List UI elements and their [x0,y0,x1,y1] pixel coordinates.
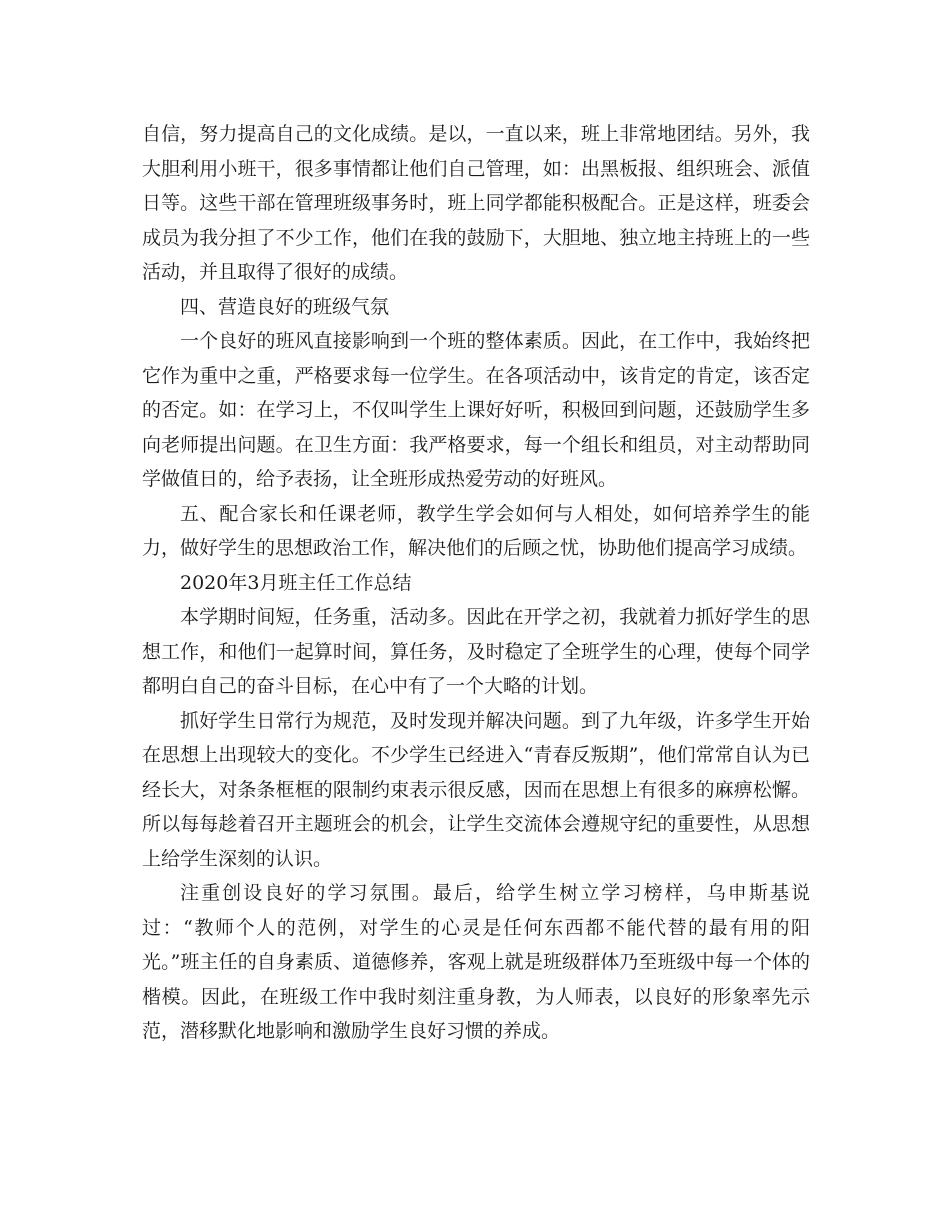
section-heading-class-atmosphere: 四、营造良好的班级气氛 [180,295,390,318]
paragraph-class-style: 一个良好的班风直接影响到一个班的整体素质。因此，在工作中，我始终把它作为重中之重，严格要求每一位学生。在各项活动中，该肯定的肯定，该否定的否定。如：在学习上，不仅叫学生上课好好听，积极回到问题，还鼓励学生多向老师提出问题。在卫生方面：我严格要求，每一个组长和组员，对主动帮助同学做值日的，给予表扬，让全班形成热爱劳动的好班风。 [142,330,810,490]
paragraph-behavior-norms: 抓好学生日常行为规范，及时发现并解决问题。到了九年级，许多学生开始在思想上出现较大的变化。不少学生已经进入“青春反叛期”，他们常常自认为已经长大，对条条框框的限制约束表示很反感，因而在思想上有很多的麻痹松懈。所以每每趁着召开主题班会的机会，让学生交流体会遵规守纪的重要性，从思想上给学生深刻的认识。 [142,709,810,870]
paragraph-learning-atmosphere: 注重创设良好的学习氛围。最后，给学生树立学习榜样，乌申斯基说过：“教师个人的范例，对学生的心灵是任何东西都不能代替的最有用的阳光。”班主任的自身素质、道德修养，客观上就是班级群体乃至班级中每一个体的楷模。因此，在班级工作中我时刻注重身教，为人师表，以良好的形象率先示范，潜移默化地影响和激励学生良好习惯的养成。 [142,882,810,1042]
document-body [142,117,810,1049]
paragraph-continued: 自信，努力提高自己的文化成绩。是以，一直以来，班上非常地团结。另外，我大胆利用小班干，很多事情都让他们自己管理，如：出黑板报、组织班会、派值日等。这些干部在管理班级事务时，班上同学都能积极配合。正是这样，班委会成员为我分担了不少工作，他们在我的鼓励下，大胆地、独立地主持班上的一些活动，并且取得了很好的成绩。 [142,123,810,283]
paragraph-cooperate-parents: 五、配合家长和任课老师，教学生学会如何与人相处，如何培养学生的能力，做好学生的思想政治工作，解决他们的后顾之忧，协助他们提高学习成绩。 [142,502,810,559]
paragraph-semester-intro: 本学期时间短，任务重，活动多。因此在开学之初，我就着力抓好学生的思想工作，和他们一起算时间，算任务，及时稳定了全班学生的心理，使每个同学都明白自己的奋斗目标，在心中有了一个大略的计划。 [142,606,810,697]
section-heading-summary-title: 2020年3月班主任工作总结 [180,571,412,594]
